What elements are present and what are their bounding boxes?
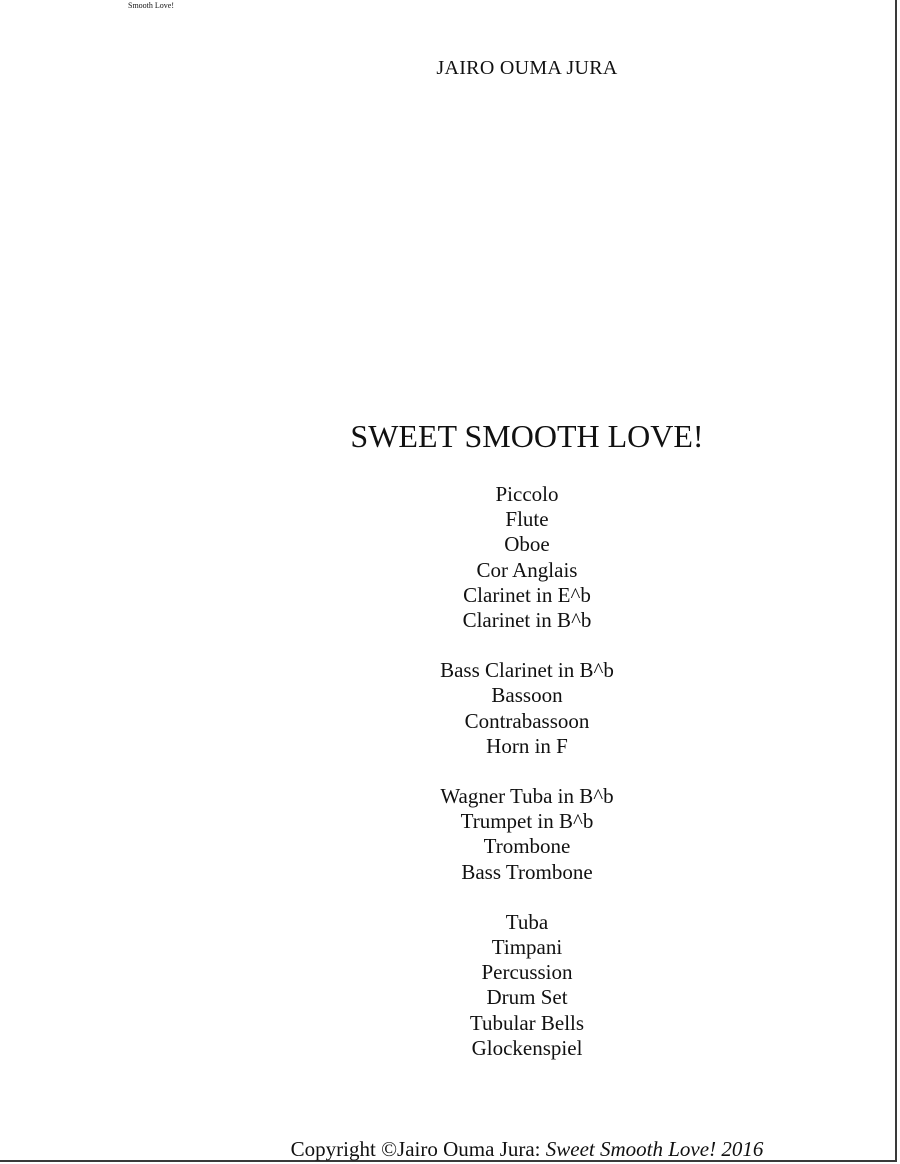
instrument-name: Glockenspiel bbox=[471, 1035, 583, 1060]
instrument-name: Percussion bbox=[481, 960, 573, 985]
instrument-name: Bassoon bbox=[491, 683, 563, 708]
instrument-name: Trombone bbox=[483, 834, 571, 859]
instrument-list bbox=[0, 482, 900, 1086]
instrument-name: Piccolo bbox=[495, 482, 559, 506]
instrument-name: Bass Trombone bbox=[461, 859, 593, 884]
copyright-prefix: Copyright ©Jairo Ouma Jura: bbox=[290, 1137, 546, 1161]
instrument-name: Clarinet in B^b bbox=[462, 608, 592, 633]
instrument-group-woodwinds bbox=[0, 482, 900, 633]
instrument-group-brass bbox=[0, 784, 900, 885]
copyright-work-title: Sweet Smooth Love! 2016 bbox=[545, 1137, 764, 1161]
instrument-name: Horn in F bbox=[486, 733, 568, 758]
composer-name: JAIRO OUMA JURA bbox=[436, 57, 618, 79]
instrument-name: Flute bbox=[505, 507, 549, 532]
instrument-name: Tuba bbox=[505, 909, 549, 934]
instrument-name: Trumpet in B^b bbox=[460, 809, 594, 834]
instrument-name: Timpani bbox=[491, 935, 563, 960]
copyright-notice bbox=[0, 1136, 900, 1162]
instrument-group-percussion bbox=[0, 910, 900, 1061]
instrument-group-low-winds bbox=[0, 658, 900, 759]
score-title: SWEET SMOOTH LOVE! bbox=[350, 418, 704, 454]
instrument-name: Bass Clarinet in B^b bbox=[440, 658, 614, 683]
instrument-name: Drum Set bbox=[486, 985, 568, 1010]
running-header: Smooth Love! bbox=[128, 1, 174, 10]
instrument-name: Cor Anglais bbox=[476, 557, 578, 582]
instrument-name: Wagner Tuba in B^b bbox=[440, 784, 614, 809]
instrument-name: Contrabassoon bbox=[464, 708, 590, 733]
instrument-name: Tubular Bells bbox=[469, 1010, 585, 1035]
instrument-name: Clarinet in E^b bbox=[463, 582, 591, 607]
instrument-name: Oboe bbox=[504, 532, 550, 557]
